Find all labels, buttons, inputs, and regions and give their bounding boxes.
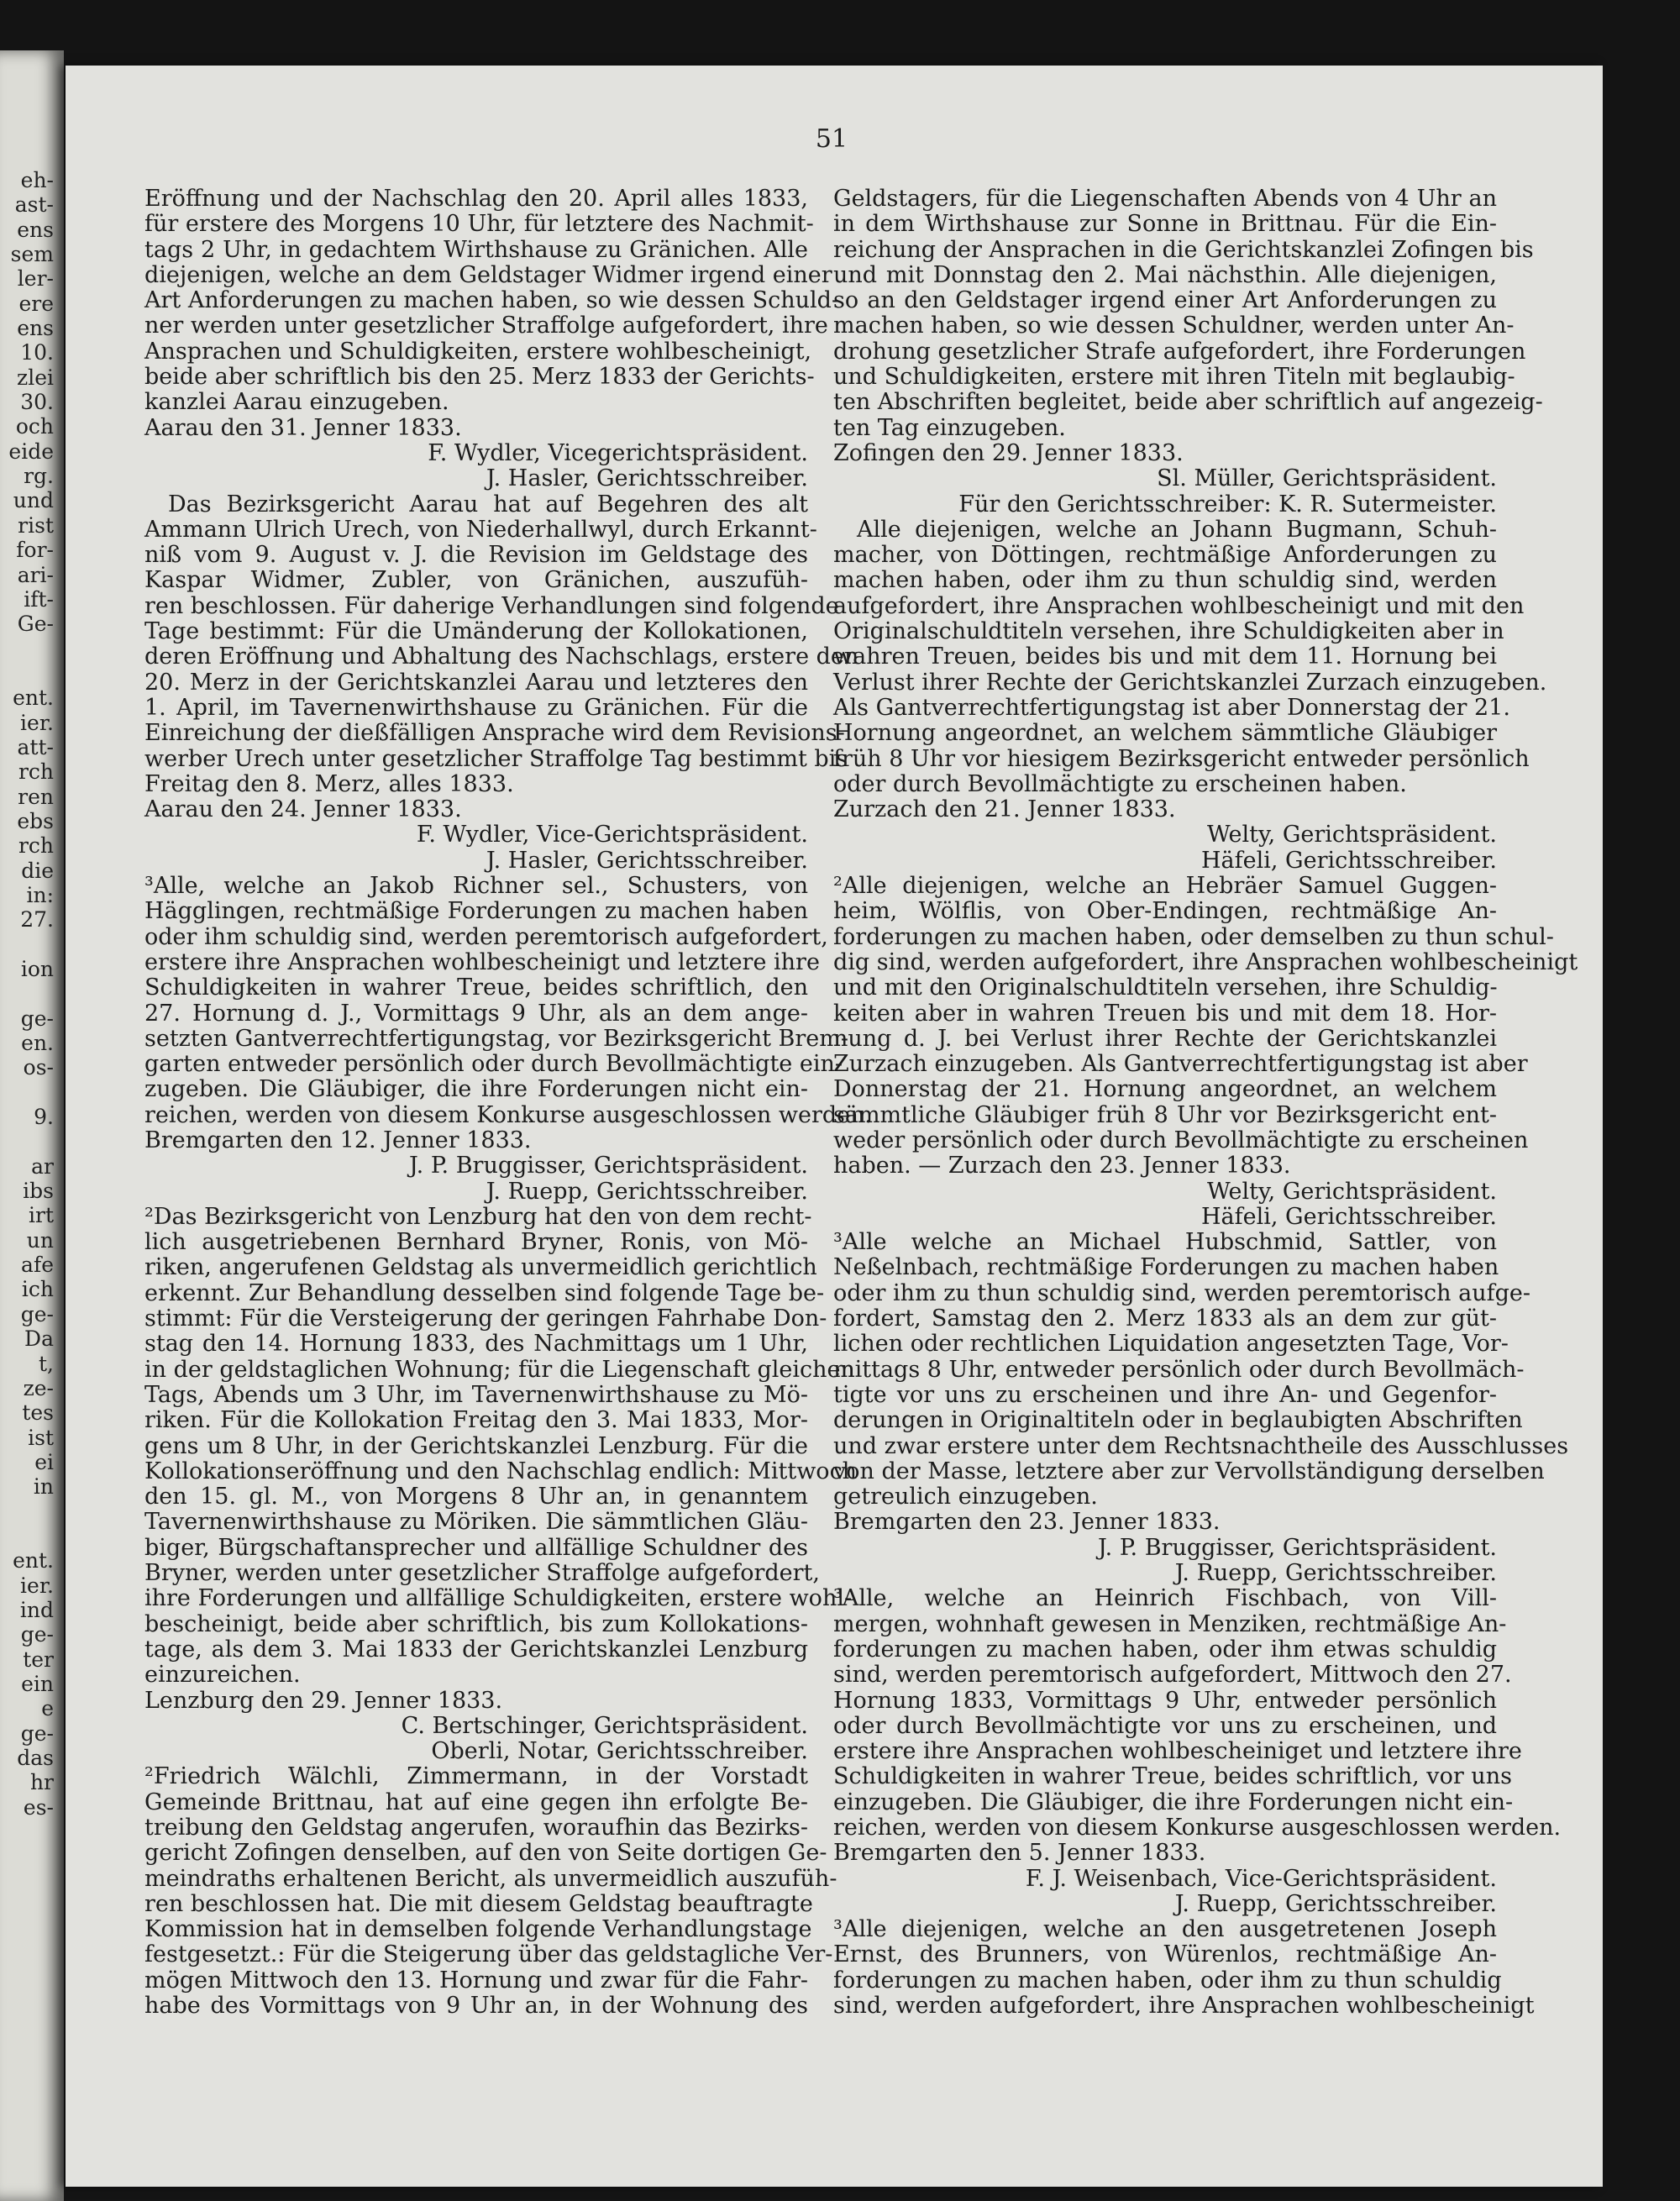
text-line: sämmtliche Gläubiger früh 8 Uhr vor Bezirksgericht ent- (833, 1101, 1497, 1128)
text-line: J. P. Bruggisser, Gerichtspräsident. (408, 1153, 808, 1179)
text-line: erstere ihre Ansprachen wohlbescheinigt und letztere ihre (144, 948, 820, 975)
text-line: erstere ihre Ansprachen wohlbescheiniget und letztere ihre (833, 1738, 1522, 1765)
text-line: Hägglingen, rechtmäßige Forderungen zu machen haben (144, 898, 808, 925)
text-line: biger, Bürgschaftansprecher und allfällige Schuldner des (144, 1534, 808, 1561)
text-line: ²Das Bezirksgericht von Lenzburg hat den von dem recht- (144, 1203, 812, 1230)
text-line: oder durch Bevollmächtigte vor uns zu erscheinen, und (833, 1712, 1497, 1739)
left-page-fragment: rch (18, 833, 54, 859)
text-line: Zurzach einzugeben. Als Gantverrechtfertigungstag ist aber (833, 1051, 1528, 1078)
text-line: derungen in Originaltiteln oder in beglaubigten Abschriften (833, 1407, 1523, 1434)
left-page-fragment: ind (19, 1597, 54, 1622)
text-line: ²Friedrich Wälchli, Zimmermann, in der Vorstadt (144, 1763, 808, 1790)
text-line: Hornung angeordnet, an welchem sämmtliche Gläubiger (833, 720, 1497, 747)
left-page-fragment: t, (39, 1351, 54, 1376)
text-line: ner werden unter gesetzlicher Straffolge aufgefordert, ihre (144, 313, 828, 339)
text-line: reichen, werden von diesem Konkurse ausgeschlossen werden. (144, 1101, 873, 1128)
left-page-fragment: e (41, 1696, 54, 1721)
left-page-fragment: es- (23, 1794, 54, 1820)
text-line: Welty, Gerichtspräsident. (1206, 822, 1497, 848)
text-line: nung d. J. bei Verlust ihrer Rechte der Gerichtskanzlei (833, 1025, 1497, 1052)
text-line: J. Hasler, Gerichtsschreiber. (486, 465, 808, 492)
text-line: gens um 8 Uhr, in der Gerichtskanzlei Lenzburg. Für die (144, 1432, 808, 1459)
text-line: stag den 14. Hornung 1833, des Nachmittags um 1 Uhr, (144, 1331, 808, 1358)
text-line: sind, werden aufgefordert, ihre Ansprachen wohlbescheinigt (833, 1993, 1535, 2020)
text-line: Als Gantverrechtfertigungstag ist aber Donnerstag der 21. (833, 694, 1510, 721)
text-line: Gemeinde Brittnau, hat auf eine gegen ihn erfolgte Be- (144, 1789, 808, 1815)
text-line: Bryner, werden unter gesetzlicher Straffolge aufgefordert, (144, 1560, 820, 1587)
left-page-fragment: rch (18, 759, 54, 785)
left-page-fragment: att- (17, 734, 54, 759)
text-line: machen haben, oder ihm zu thun schuldig sind, werden (833, 567, 1497, 594)
left-page-fragment: un (26, 1227, 54, 1253)
text-line: Tage bestimmt: Für die Umänderung der Kollokationen, (144, 618, 808, 645)
text-line: mögen Mittwoch den 13. Hornung und zwar für die Fahr- (144, 1967, 808, 1994)
text-line: einzugeben. Die Gläubiger, die ihre Forderungen nicht ein- (833, 1789, 1514, 1815)
text-line: lich ausgetriebenen Bernhard Bryner, Ronis, von Mö- (144, 1229, 808, 1256)
text-line: tags 2 Uhr, in gedachtem Wirthshause zu Gränichen. Alle (144, 236, 808, 263)
text-line: Kollokationseröffnung und den Nachschlag endlich: Mittwoch (144, 1458, 858, 1484)
text-line: ren beschlossen. Für daherige Verhandlungen sind folgende (144, 592, 839, 619)
left-page-fragment: tes (22, 1400, 54, 1426)
text-line: oder ihm zu thun schuldig sind, werden peremtorisch aufge- (833, 1279, 1530, 1306)
text-line: und zwar erstere unter dem Rechtsnachtheile des Ausschlusses (833, 1432, 1569, 1459)
text-line: in der geldstaglichen Wohnung; für die Liegenschaft gleichen (144, 1356, 855, 1383)
text-line: heim, Wölflis, von Ober-Endingen, rechtmäßige An- (833, 898, 1497, 925)
left-page-fragment: ze- (23, 1375, 54, 1400)
left-page-fragment (5, 1129, 54, 1153)
text-line: Oberli, Notar, Gerichtsschreiber. (431, 1738, 808, 1765)
text-line: dig sind, werden aufgefordert, ihre Ansprachen wohlbescheinigt (833, 948, 1578, 975)
left-page-fragment: 9. (34, 1105, 54, 1130)
text-line: haben. — Zurzach den 23. Jenner 1833. (833, 1153, 1291, 1179)
text-line: tigte vor uns zu erscheinen und ihre An- und Gegenfor- (833, 1381, 1497, 1408)
text-line: Originalschuldtiteln versehen, ihre Schuldigkeiten aber in (833, 618, 1504, 645)
text-line: Neßelnbach, rechtmäßige Forderungen zu machen haben (833, 1254, 1499, 1281)
left-page-fragment (5, 637, 54, 661)
text-line: in dem Wirthshause zur Sonne in Brittnau. Für die Ein- (833, 211, 1497, 238)
text-line: setzten Gantverrechtfertigungstag, vor Bezirksgericht Brem- (144, 1025, 848, 1052)
text-line: niß vom 9. August v. J. die Revision im Geldstage des (144, 542, 808, 569)
text-line: gericht Zofingen denselben, auf den von Seite dortigen Ge- (144, 1840, 827, 1867)
left-page-fragment: in (33, 1474, 54, 1500)
text-line: stimmt: Für die Versteigerung der geringen Fahrhabe Don- (144, 1305, 827, 1332)
text-line: den 15. gl. M., von Morgens 8 Uhr an, in genanntem (144, 1484, 808, 1510)
text-line: Geldstagers, für die Liegenschaften Abends von 4 Uhr an (833, 186, 1497, 212)
text-line: Eröffnung und der Nachschlag den 20. April alles 1833, (144, 186, 808, 212)
left-page-fragment: die (21, 858, 54, 883)
text-line: ²Alle diejenigen, welche an Hebräer Samuel Guggen- (833, 873, 1497, 900)
text-line: deren Eröffnung und Abhaltung des Nachschlags, erstere den (144, 643, 859, 670)
left-page-fragment: rist (18, 512, 54, 538)
text-line: forderungen zu machen haben, oder ihm etwas schuldig (833, 1636, 1497, 1663)
left-page-fragment: ent. (13, 686, 54, 711)
left-page-fragment: Da (24, 1326, 54, 1352)
left-page-fragment (5, 1524, 54, 1548)
text-line: Tags, Abends um 3 Uhr, im Tavernenwirthshause zu Mö- (144, 1381, 808, 1408)
text-line: Alle diejenigen, welche an Johann Bugmann, Schuh- (857, 516, 1497, 543)
text-line: Schuldigkeiten in wahrer Treue, beides schriftlich, den (144, 974, 808, 1001)
text-line: forderungen zu machen haben, oder demselben zu thun schul- (833, 923, 1554, 950)
left-page-fragment: ast- (14, 192, 54, 218)
left-page-fragment: ich (21, 1277, 54, 1302)
text-line: ³Alle, welche an Jakob Richner sel., Schusters, von (144, 873, 808, 900)
text-line: ³Alle welche an Michael Hubschmid, Sattler, von (833, 1229, 1497, 1256)
left-page-fragment: 10. (20, 340, 54, 365)
text-line: Bremgarten den 12. Jenner 1833. (144, 1127, 532, 1153)
text-line: Welty, Gerichtspräsident. (1206, 1178, 1497, 1205)
left-page-fragment: ist (28, 1425, 54, 1450)
left-page-fragment: rg. (24, 464, 54, 489)
left-page-fragment: das (17, 1746, 54, 1770)
text-line: J. Ruepp, Gerichtsschreiber. (1174, 1560, 1497, 1587)
left-page-fragment: 27. (20, 907, 54, 932)
text-line: für erstere des Morgens 10 Uhr, für letztere des Nachmit- (144, 211, 814, 238)
text-line: Einreichung der dießfälligen Ansprache wird dem Revisions- (144, 720, 845, 747)
left-page-fragment (5, 932, 54, 957)
left-page-fragment: ens (17, 217, 54, 242)
left-page-fragment: afe (21, 1253, 54, 1278)
text-line: Für den Gerichtsschreiber: K. R. Sutermeister. (958, 491, 1497, 517)
text-line: aufgefordert, ihre Ansprachen wohlbescheinigt und mit den (833, 592, 1525, 619)
left-page-fragment: in: (26, 882, 54, 907)
left-page-fragment: ge- (20, 1720, 54, 1746)
text-line: und Schuldigkeiten, erstere mit ihren Titeln mit beglaubig- (833, 364, 1515, 391)
text-line: ten Abschriften begleitet, beide aber schriftlich auf angezeig- (833, 389, 1543, 416)
text-line: Kaspar Widmer, Zubler, von Gränichen, auszufüh- (144, 567, 808, 594)
left-page-fragment: eide (8, 439, 54, 464)
text-line: meindraths erhaltenen Bericht, als unvermeidlich auszufüh- (144, 1865, 837, 1892)
left-page-fragment: os- (23, 1055, 54, 1080)
page-number: 51 (815, 124, 848, 154)
text-line: F. Wydler, Vice-Gerichtspräsident. (416, 822, 808, 848)
text-line: Häfeli, Gerichtsschreiber. (1200, 847, 1497, 874)
left-page-fragment: ere (18, 291, 54, 316)
left-page-fragment: Ge- (17, 612, 54, 637)
text-line: Zurzach den 21. Jenner 1833. (833, 796, 1176, 823)
text-line: Ammann Ulrich Urech, von Niederhallwyl, durch Erkannt- (144, 516, 817, 543)
text-line: ren beschlossen hat. Die mit diesem Geldstag beauftragte (144, 1890, 813, 1917)
left-page-fragment: ari- (17, 562, 54, 587)
text-line: Aarau den 31. Jenner 1833. (144, 414, 462, 441)
text-line: drohung gesetzlicher Strafe aufgefordert, ihre Forderungen (833, 338, 1526, 365)
left-page-fragment: en. (21, 1031, 54, 1056)
text-line: ³Alle, welche an Heinrich Fischbach, von Vill- (833, 1585, 1497, 1612)
left-page-fragment: ren (18, 784, 54, 809)
left-page-fragment: und (13, 488, 54, 513)
left-page-fragment: ter (23, 1647, 54, 1672)
left-page-text-fragments (5, 168, 54, 1820)
text-line: lichen oder rechtlichen Liquidation angesetzten Tage, Vor- (833, 1331, 1509, 1358)
text-line: F. Wydler, Vicegerichtspräsident. (428, 439, 808, 466)
text-line: 27. Hornung d. J., Vormittags 9 Uhr, als an dem ange- (144, 1000, 808, 1027)
text-line: Bremgarten den 5. Jenner 1833. (833, 1840, 1206, 1867)
text-line: J. Ruepp, Gerichtsschreiber. (486, 1178, 808, 1205)
text-line: fordert, Samstag den 2. Merz 1833 als an dem zur güt- (833, 1305, 1497, 1332)
text-line: Das Bezirksgericht Aarau hat auf Begehren des alt (168, 491, 808, 517)
left-page-fragment: 30. (20, 390, 54, 415)
text-line: macher, von Döttingen, rechtmäßige Anforderungen zu (833, 542, 1497, 569)
left-page-fragment: och (15, 414, 54, 439)
text-line: Lenzburg den 29. Jenner 1833. (144, 1687, 503, 1714)
left-page-fragment: ift- (24, 586, 54, 612)
left-page-fragment (5, 981, 54, 1006)
text-line: Schuldigkeiten in wahrer Treue, beides schriftlich, vor uns (833, 1763, 1512, 1790)
left-page-fragment: ei (34, 1449, 54, 1474)
left-page-fragment: ens (17, 316, 54, 341)
text-line: F. J. Weisenbach, Vice-Gerichtspräsident. (1025, 1865, 1497, 1892)
text-line: werber Urech unter gesetzlicher Straffolge Tag bestimmt bis (144, 745, 848, 772)
text-line: C. Bertschinger, Gerichtspräsident. (401, 1712, 808, 1739)
left-page-fragment: ent. (13, 1548, 54, 1573)
text-line: Aarau den 24. Jenner 1833. (144, 796, 462, 823)
text-line: Kommission hat in demselben folgende Verhandlungstage (144, 1916, 812, 1943)
text-line: Ansprachen und Schuldigkeiten, erstere wohlbescheinigt, (144, 338, 812, 365)
text-line: Häfeli, Gerichtsschreiber. (1200, 1203, 1497, 1230)
text-line: beide aber schriftlich bis den 25. Merz 1833 der Gerichts- (144, 364, 815, 391)
text-line: Zofingen den 29. Jenner 1833. (833, 439, 1184, 466)
text-line: so an den Geldstager irgend einer Art Anforderungen zu (833, 287, 1497, 314)
text-line: ihre Forderungen und allfällige Schuldigkeiten, erstere wohl- (144, 1585, 853, 1612)
text-line: Ernst, des Brunners, von Würenlos, rechtmäßige An- (833, 1941, 1497, 1968)
text-column-left (144, 186, 873, 2020)
left-page-fragment: irt (29, 1203, 54, 1228)
text-line: reichung der Ansprachen in die Gerichtskanzlei Zofingen bis (833, 236, 1534, 263)
left-page-fragment: ibs (23, 1179, 54, 1204)
text-line: Art Anforderungen zu machen haben, so wie dessen Schuld- (144, 287, 840, 314)
text-line: zugeben. Die Gläubiger, die ihre Forderungen nicht ein- (144, 1076, 808, 1103)
text-line: getreulich einzugeben. (833, 1484, 1098, 1510)
text-line: früh 8 Uhr vor hiesigem Bezirksgericht entweder persönlich (833, 745, 1530, 772)
left-page-fragment: ebs (17, 808, 54, 833)
text-line: bescheinigt, beide aber schriftlich, bis zum Kollokations- (144, 1610, 808, 1637)
text-line: ³Alle diejenigen, welche an den ausgetretenen Joseph (833, 1916, 1497, 1943)
text-line: riken. Für die Kollokation Freitag den 3. Mai 1833, Mor- (144, 1407, 808, 1434)
left-page-fragment: for- (16, 538, 54, 563)
text-line: und mit Donnstag den 2. Mai nächsthin. Alle diejenigen, (833, 261, 1497, 288)
text-line: Donnerstag der 21. Hornung angeordnet, an welchem (833, 1076, 1497, 1103)
text-line: sind, werden peremtorisch aufgefordert, Mittwoch den 27. (833, 1662, 1512, 1689)
left-page-fragment: sem (10, 242, 54, 267)
text-line: mittags 8 Uhr, entweder persönlich oder durch Bevollmäch- (833, 1356, 1525, 1383)
text-line: kanzlei Aarau einzugeben. (144, 389, 449, 416)
text-line: von der Masse, letztere aber zur Vervollständigung derselben (833, 1458, 1545, 1484)
text-line: keiten aber in wahren Treuen bis und mit dem 18. Hor- (833, 1000, 1497, 1027)
left-page-edge (0, 50, 64, 2201)
text-line: J. P. Bruggisser, Gerichtspräsident. (1097, 1534, 1497, 1561)
text-line: tage, als dem 3. Mai 1833 der Gerichtskanzlei Lenzburg (144, 1636, 808, 1663)
text-line: Tavernenwirthshause zu Möriken. Die sämmtlichen Gläu- (144, 1509, 808, 1536)
text-line: mergen, wohnhaft gewesen in Menziken, rechtmäßige An- (833, 1610, 1507, 1637)
text-line: machen haben, so wie dessen Schuldner, werden unter An- (833, 313, 1515, 339)
text-line: Hornung 1833, Vormittags 9 Uhr, entweder persönlich (833, 1687, 1497, 1714)
left-page-fragment (5, 661, 54, 686)
text-line: riken, angerufenen Geldstag als unvermeidlich gerichtlich (144, 1254, 817, 1281)
left-page-fragment (5, 1080, 54, 1105)
text-line: einzureichen. (144, 1662, 301, 1689)
left-page-fragment: hr (29, 1770, 54, 1795)
text-line: erkennt. Zur Behandlung desselben sind folgende Tage be- (144, 1279, 825, 1306)
text-line: ten Tag einzugeben. (833, 414, 1066, 441)
text-line: oder durch Bevollmächtigte zu erscheinen haben. (833, 770, 1407, 797)
text-line: diejenigen, welche an dem Geldstager Widmer irgend einer (144, 261, 832, 288)
text-column-right (833, 186, 1578, 2020)
text-line: festgesetzt.: Für die Steigerung über das geldstagliche Ver- (144, 1941, 833, 1968)
left-page-fragment: ar (31, 1153, 54, 1179)
left-page-fragment: ion (20, 957, 54, 981)
text-line: wahren Treuen, beides bis und mit dem 11. Hornung bei (833, 643, 1497, 670)
left-page-fragment: ler- (17, 266, 54, 292)
text-line: Sl. Müller, Gerichtspräsident. (1157, 465, 1497, 492)
text-line: garten entweder persönlich oder durch Bevollmächtigte ein- (144, 1051, 843, 1078)
left-page-fragment: ge- (20, 1006, 54, 1031)
left-page-fragment: eh- (20, 168, 54, 192)
text-line: 20. Merz in der Gerichtskanzlei Aarau und letzteres den (144, 669, 808, 696)
text-line: 1. April, im Tavernenwirthshause zu Gränichen. Für die (144, 694, 808, 721)
text-line: reichen, werden von diesem Konkurse ausgeschlossen werden. (833, 1815, 1562, 1841)
text-line: forderungen zu machen haben, oder ihm zu thun schuldig (833, 1967, 1502, 1994)
text-line: oder ihm schuldig sind, werden peremtorisch aufgefordert, (144, 923, 828, 950)
left-page-fragment: zlei (17, 365, 54, 390)
left-page-fragment: ge- (20, 1622, 54, 1647)
text-line: Bremgarten den 23. Jenner 1833. (833, 1509, 1221, 1536)
text-line: treibung den Geldstag angerufen, woraufhin das Bezirks- (144, 1815, 808, 1841)
text-line: weder persönlich oder durch Bevollmächtigte zu erscheinen (833, 1127, 1529, 1153)
text-line: Verlust ihrer Rechte der Gerichtskanzlei Zurzach einzugeben. (833, 669, 1547, 696)
text-line: habe des Vormittags von 9 Uhr an, in der Wohnung des (144, 1993, 808, 2020)
text-line: Freitag den 8. Merz, alles 1833. (144, 770, 514, 797)
text-line: J. Ruepp, Gerichtsschreiber. (1174, 1890, 1497, 1917)
left-page-fragment: ein (21, 1671, 54, 1696)
left-page-fragment: ier. (20, 710, 54, 735)
left-page-fragment (5, 1500, 54, 1524)
text-line: J. Hasler, Gerichtsschreiber. (486, 847, 808, 874)
text-line: und mit den Originalschuldtiteln versehen, ihre Schuldig- (833, 974, 1498, 1001)
left-page-fragment: ge- (20, 1301, 54, 1326)
left-page-fragment: ier. (20, 1573, 54, 1598)
